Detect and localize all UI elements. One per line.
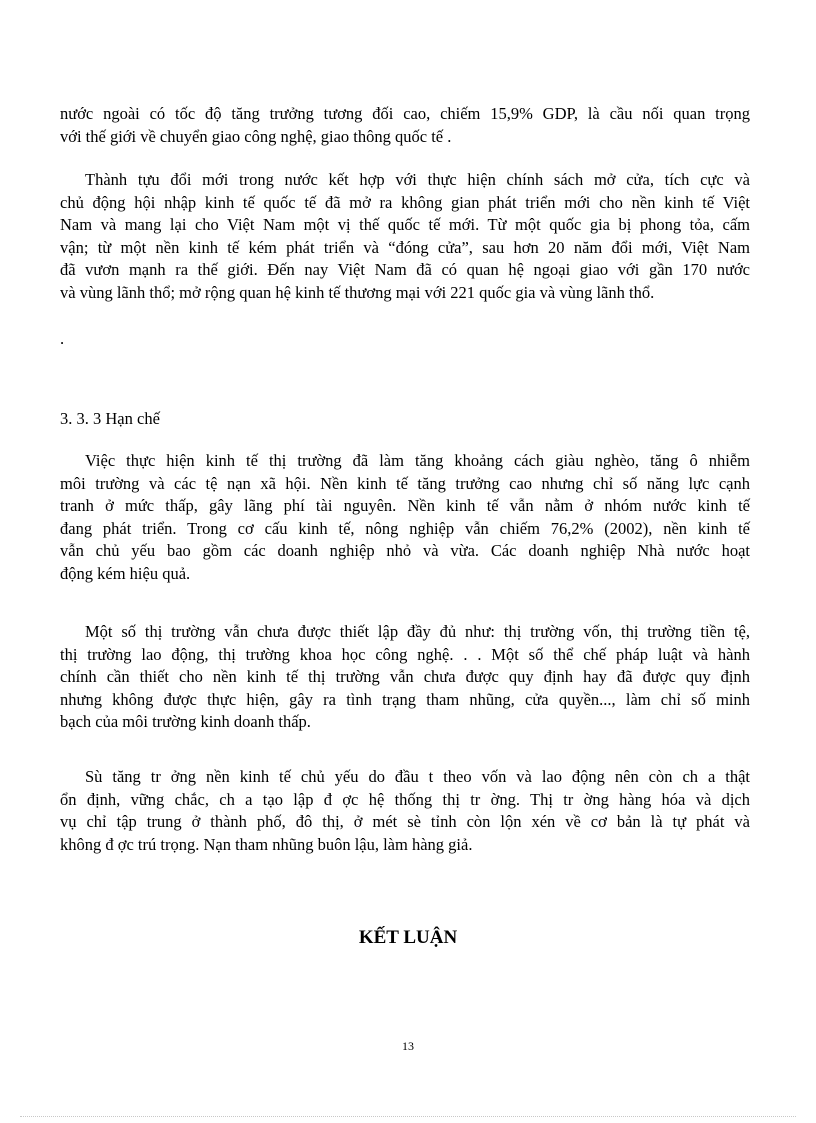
text-line: thị trường lao động, thị trường khoa học công nghệ. . . Một số thể chế pháp luật và hành bbox=[60, 644, 750, 664]
conclusion-title: KẾT LUẬN bbox=[358, 927, 458, 948]
text-line: bạch của môi trường kinh doanh thấp. bbox=[60, 712, 311, 732]
text-line: tranh ở mức thấp, gây lãng phí tài nguyên. Nền kinh tế vẫn nằm ở nhóm nước kinh tế bbox=[60, 496, 750, 516]
text-line: nước ngoài có tốc độ tăng trưởng tương đối cao, chiếm 15,9% GDP, là cầu nối quan trọng bbox=[60, 104, 750, 123]
text-line: đã vươn mạnh ra thế giới. Đến nay Việt Nam đã có quan hệ ngoại giao với gần 170 nước bbox=[60, 260, 750, 280]
text-line: không đ ợc trú trọng. Nạn tham nhũng buôn lậu, làm hàng giả. bbox=[60, 834, 473, 854]
page-number: 13 bbox=[402, 1039, 414, 1053]
text-line: chính cần thiết cho nền kinh tế thị trường vẫn chưa được quy định hay đã được quy định bbox=[60, 667, 750, 687]
text-line: nhưng không được thực hiện, gây ra tình trạng tham nhũng, cửa quyền..., làm chỉ số minh bbox=[60, 689, 750, 709]
text-line: vụ chỉ tập trung ở thành phố, đô thị, ở mét sè tỉnh còn lộn xén về cơ bản là tự phát và bbox=[60, 812, 750, 832]
paragraph-renovation-achievements bbox=[60, 169, 750, 305]
section-heading: 3. 3. 3 Hạn chế bbox=[60, 409, 160, 428]
text-line: môi trường và các tệ nạn xã hội. Nền kinh tế tăng trưởng cao nhưng chỉ số năng lực cạnh bbox=[60, 473, 750, 493]
paragraph-limitations bbox=[60, 450, 750, 586]
paragraph-markets bbox=[60, 621, 750, 734]
page-bottom-divider bbox=[20, 1116, 796, 1117]
text-line: đang phát triển. Trong cơ cấu kinh tế, nông nghiệp vẫn chiếm 76,2% (2002), nền kinh tế bbox=[60, 518, 750, 538]
text-line: ổn định, vững chắc, ch a tạo lập đ ợc hệ thống thị tr ờng. Thị tr ờng hàng hóa và dịch bbox=[60, 789, 750, 809]
text-line: động kém hiệu quả. bbox=[60, 563, 191, 583]
paragraph-growth bbox=[60, 766, 750, 856]
text-line: vẫn chủ yếu bao gồm các doanh nghiệp nhỏ và vừa. Các doanh nghiệp Nhà nước hoạt bbox=[60, 541, 750, 561]
text-line: với thế giới về chuyển giao công nghệ, giao thông quốc tế . bbox=[60, 126, 452, 146]
stray-period: . bbox=[60, 329, 65, 348]
text-line: Thành tựu đổi mới trong nước kết hợp với thực hiện chính sách mở cửa, tích cực và bbox=[85, 170, 750, 189]
text-line: Nam và mang lại cho Việt Nam một vị thế quốc tế mới. Từ một quốc gia bị phong tỏa, cấm bbox=[60, 215, 750, 235]
paragraph-foreign-sector bbox=[60, 103, 750, 148]
text-line: Một số thị trường vẫn chưa được thiết lập đầy đủ như: thị trường vốn, thị trường tiền tệ, bbox=[85, 622, 750, 641]
text-line: vận; từ một nền kinh tế kém phát triển và “đóng cửa”, sau hơn 20 năm đổi mới, Việt Nam bbox=[60, 237, 750, 257]
text-line: chủ động hội nhập kinh tế quốc tế đã mở ra không gian phát triển mới cho nền kinh tế Việt bbox=[60, 192, 750, 212]
text-line: Việc thực hiện kinh tế thị trường đã làm tăng khoảng cách giàu nghèo, tăng ô nhiễm bbox=[85, 451, 750, 470]
text-line: Sù tăng tr ởng nền kinh tế chủ yếu do đầu t theo vốn và lao động nên còn ch a thật bbox=[85, 767, 750, 786]
text-line: và vùng lãnh thổ; mở rộng quan hệ kinh tế thương mại với 221 quốc gia và vùng lãnh thổ. bbox=[60, 282, 655, 302]
